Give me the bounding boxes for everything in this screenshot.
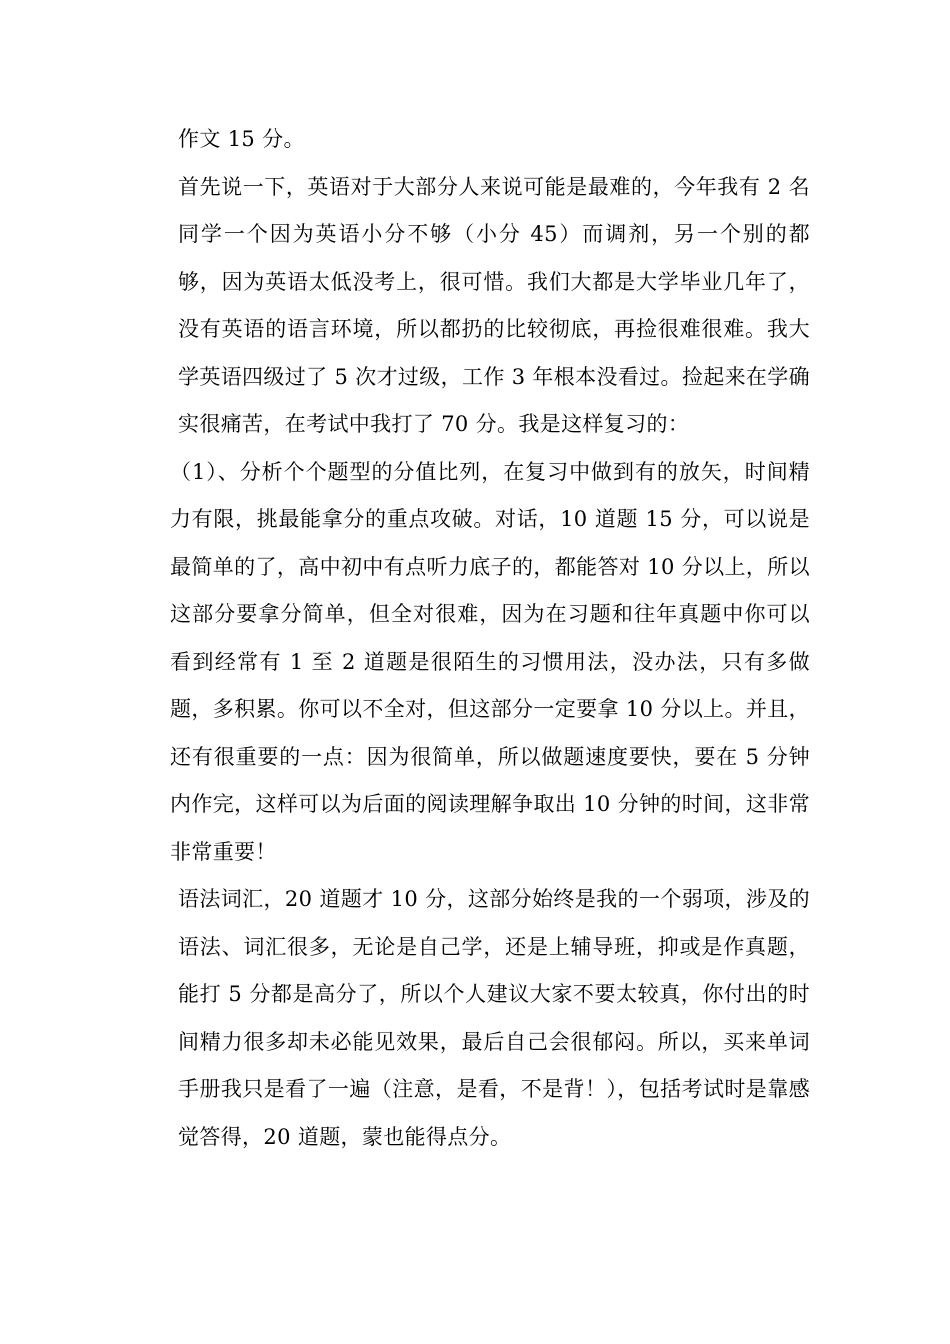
paragraph-grammar-vocabulary: 语法词汇，20 道题才 10 分，这部分始终是我的一个弱项，涉及的语法、词汇很多，无论是自己学，还是上辅导班，抑或是作真题，能打 5 分都是高分了，所以个人建议大家不要太较真，你付出的时间精力很多却未必能见效果，最后自己会很郁闷。所以，买来单词手册我只是看了一遍（注意，是看，不是背！），包括考试时是靠感觉答得，20 道题，蒙也能得点分。 [178,887,810,1149]
paragraph-english-difficulty: 首先说一下，英语对于大部分人来说可能是最难的，今年我有 2 名同学一个因为英语小分不够（小分 45）而调剂，另一个别的都够，因为英语太低没考上，很可惜。我们大都是大学毕业几年了，没有英语的语言环境，所以都扔的比较彻底，再捡很难很难。我大学英语四级过了 5 次才过级，工作 3 年根本没看过。捡起来在学确实很痛苦，在考试中我打了 70 分。我是这样复习的： [178,174,810,436]
paragraph-dialogue-section: （1）、分析个个题型的分值比列，在复习中做到有的放矢，时间精力有限，挑最能拿分的重点攻破。对话，10 道题 15 分，可以说是最简单的了，高中初中有点听力底子的，都能答对 10 分以上，所以这部分要拿分简单，但全对很难，因为在习题和往年真题中你可以看到经常有 1 至 2 道题是很陌生的习惯用法，没办法，只有多做题，多积累。你可以不全对，但这部分一定要拿 10 分以上。并且，还有很重要的一点：因为很简单，所以做题速度要快，要在 5 分钟内作完，这样可以为后面的阅读理解争取出 10 分钟的时间，这非常非常重要！ [170,459,810,864]
document-body [170,116,810,1161]
paragraph-composition-score: 作文 15 分。 [178,127,305,151]
